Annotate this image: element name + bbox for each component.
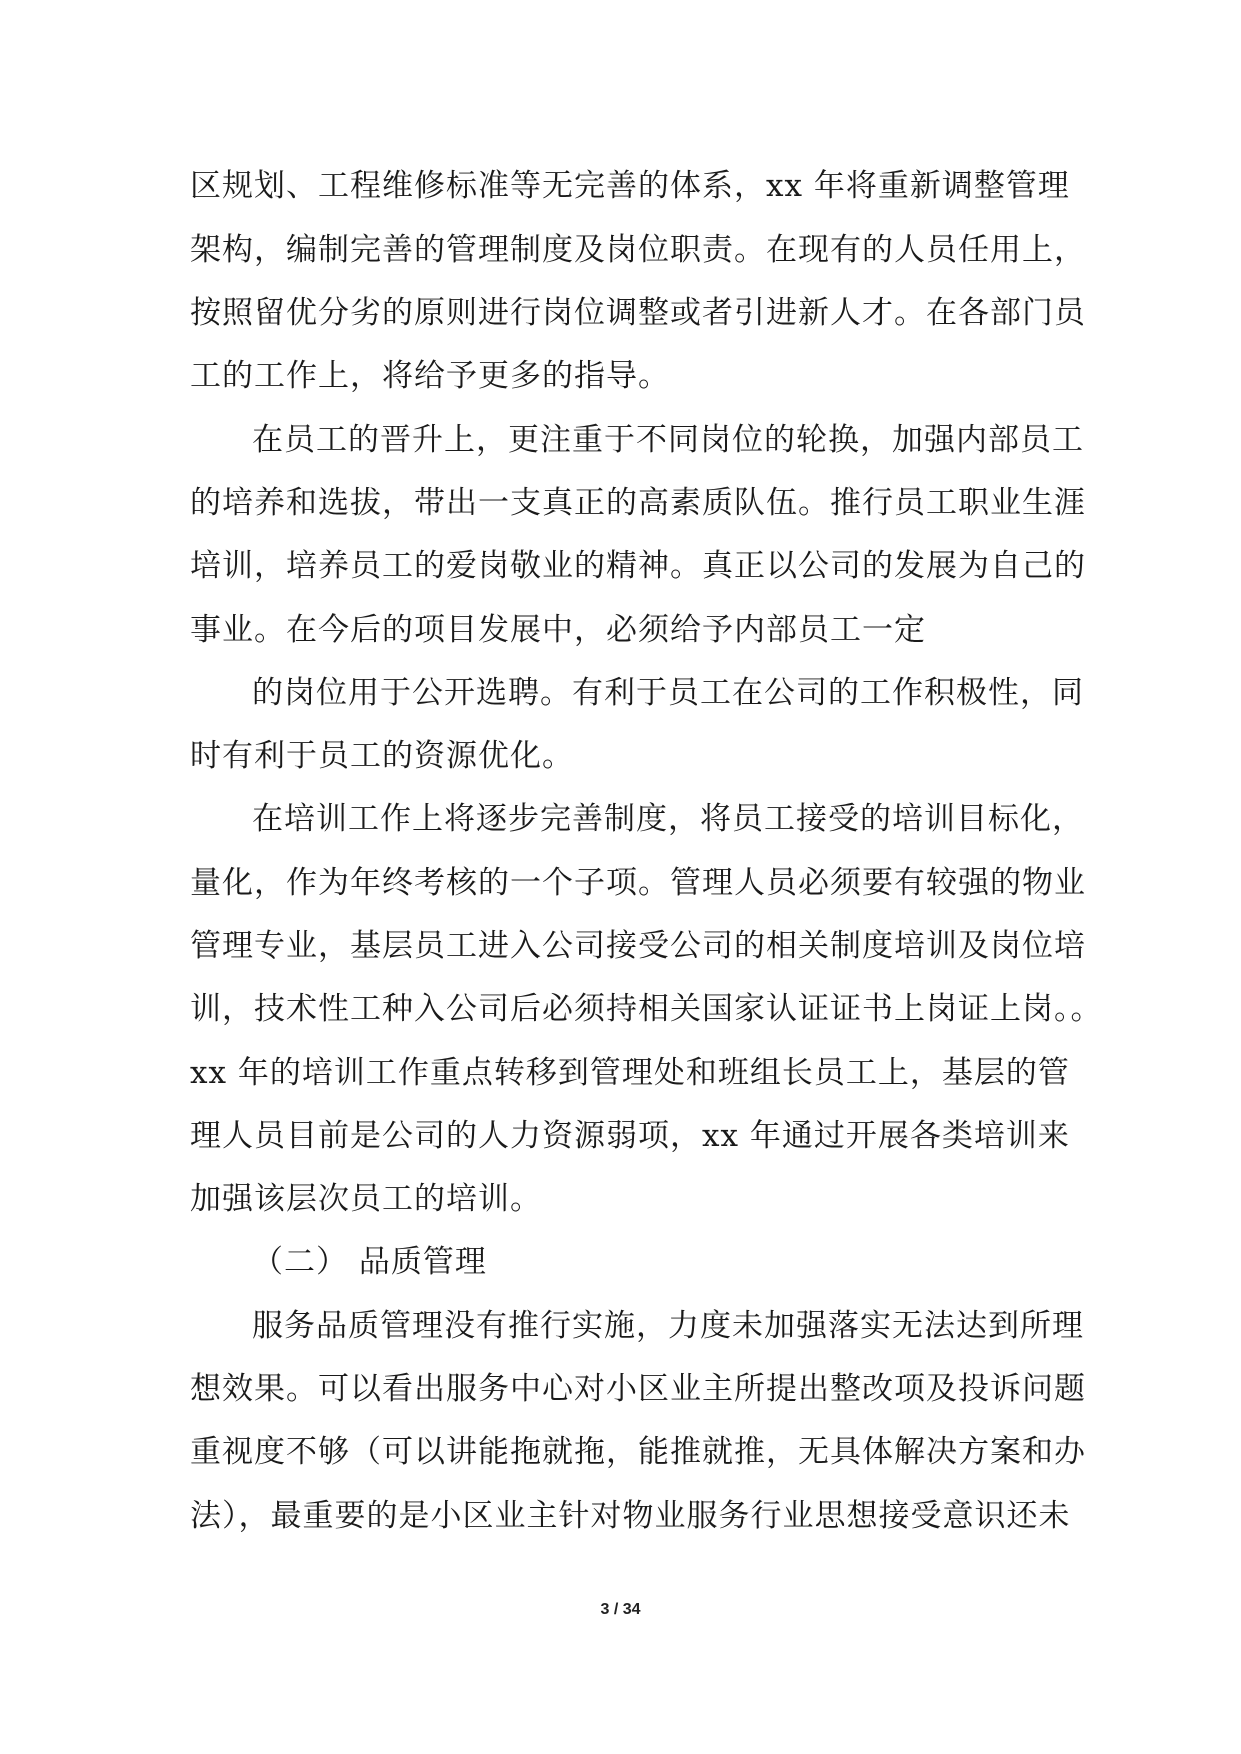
body-text-line: 区规划、工程维修标准等无完善的体系，xx 年将重新调整管理 xyxy=(190,168,1070,204)
body-text-line: 在培训工作上将逐步完善制度，将员工接受的培训目标化， xyxy=(252,801,1084,837)
body-text-line: 想效果。可以看出服务中心对小区业主所提出整改项及投诉问题 xyxy=(190,1371,1086,1407)
body-text-line: 理人员目前是公司的人力资源弱项，xx 年通过开展各类培训来 xyxy=(190,1118,1070,1154)
body-text-line: 加强该层次员工的培训。 xyxy=(190,1181,542,1217)
body-text-line: 管理专业，基层员工进入公司接受公司的相关制度培训及岗位培 xyxy=(190,928,1086,964)
section-heading: （二） 品质管理 xyxy=(252,1244,487,1280)
body-text-line: 架构，编制完善的管理制度及岗位职责。在现有的人员任用上， xyxy=(190,232,1086,268)
body-text-line: xx 年的培训工作重点转移到管理处和班组长员工上，基层的管 xyxy=(190,1055,1070,1091)
body-text-line: 培训，培养员工的爱岗敬业的精神。真正以公司的发展为自己的 xyxy=(190,548,1086,584)
body-text-line: 时有利于员工的资源优化。 xyxy=(190,738,574,774)
body-text-line: 的岗位用于公开选聘。有利于员工在公司的工作积极性，同 xyxy=(252,675,1084,711)
body-text-line: 在员工的晋升上，更注重于不同岗位的轮换，加强内部员工 xyxy=(252,422,1084,458)
body-text-line: 量化，作为年终考核的一个子项。管理人员必须要有较强的物业 xyxy=(190,865,1086,901)
body-text-line: 事业。在今后的项目发展中，必须给予内部员工一定 xyxy=(190,612,926,648)
page-number: 3 / 34 xyxy=(600,1601,641,1618)
body-text-line: 服务品质管理没有推行实施，力度未加强落实无法达到所理 xyxy=(252,1308,1084,1344)
body-text-line: 按照留优分劣的原则进行岗位调整或者引进新人才。在各部门员 xyxy=(190,295,1086,331)
body-text-line: 工的工作上，将给予更多的指导。 xyxy=(190,358,670,394)
body-text-line: 的培养和选拔，带出一支真正的高素质队伍。推行员工职业生涯 xyxy=(190,485,1086,521)
body-text-line: 训，技术性工种入公司后必须持相关国家认证证书上岗证上岗。。 xyxy=(190,991,1103,1027)
body-text-line: 重视度不够（可以讲能拖就拖，能推就推，无具体解决方案和办 xyxy=(190,1434,1086,1470)
body-text-line: 法），最重要的是小区业主针对物业服务行业思想接受意识还未 xyxy=(190,1498,1071,1534)
